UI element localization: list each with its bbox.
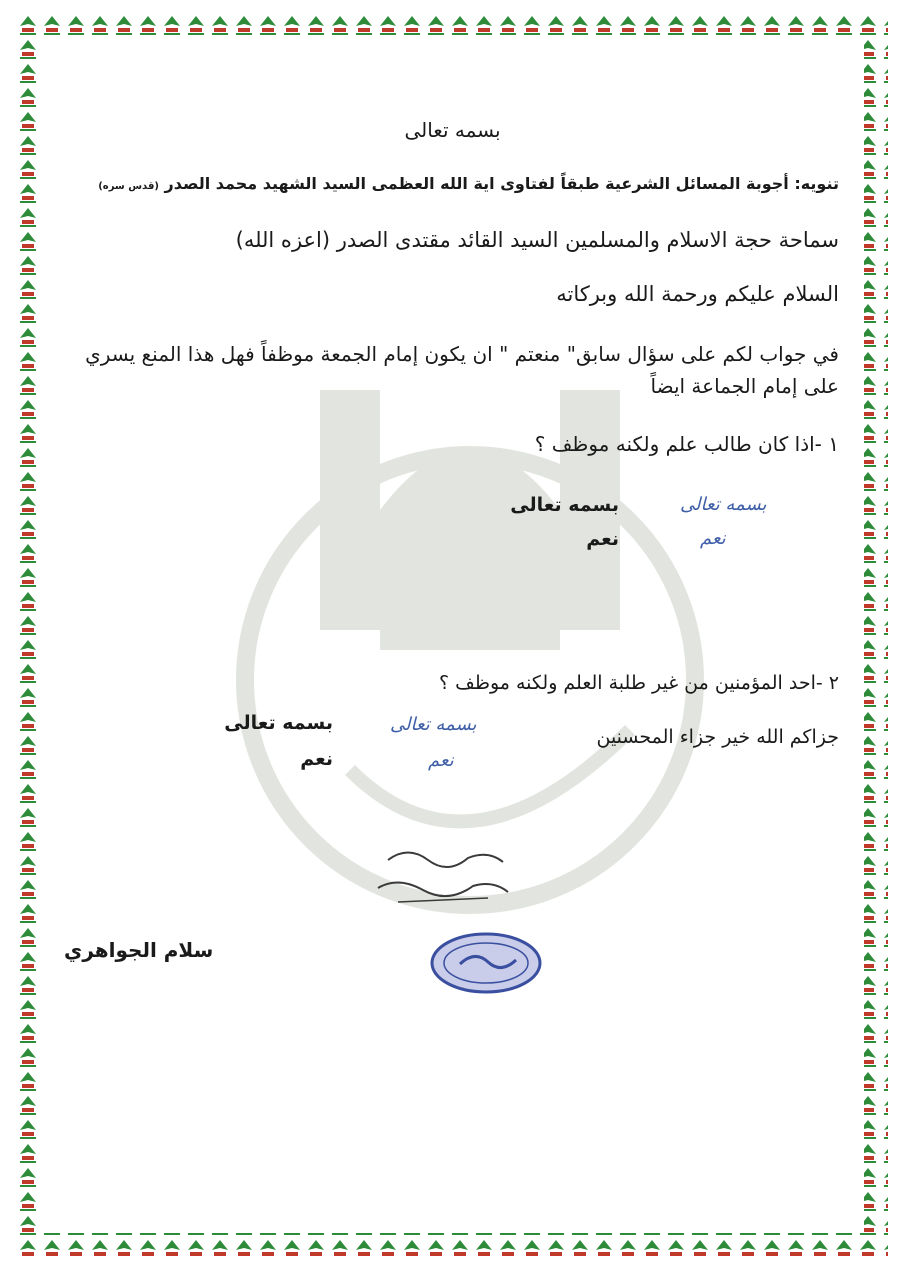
official-seal bbox=[430, 932, 542, 994]
notice-text: تنويه: أجوبة المسائل الشرعية طبقاً لفتاوى اية الله العظمى السيد الشهيد محمد الصدر bbox=[164, 174, 839, 193]
signer-name: سلام الجواهري bbox=[64, 938, 214, 962]
answer-2-handwritten-text: نعم bbox=[428, 750, 454, 771]
answer-1-text: نعم bbox=[586, 528, 619, 550]
greeting: السلام عليكم ورحمة الله وبركاته bbox=[556, 282, 839, 306]
answer-2-heading: بسمه تعالى bbox=[224, 712, 333, 734]
thanks-line: جزاكم الله خير جزاء المحسنين bbox=[596, 726, 839, 748]
question-2: ٢ -احد المؤمنين من غير طلبة العلم ولكنه موظف ؟ bbox=[439, 672, 839, 694]
answer-1-handwritten-text: نعم bbox=[700, 528, 726, 549]
answer-1-handwritten-heading: بسمه تعالى bbox=[680, 494, 767, 515]
answer-1-heading: بسمه تعالى bbox=[510, 494, 619, 516]
question-intro: في جواب لكم على سؤال سابق" منعتم " ان يكون إمام الجمعة موظفاً فهل هذا المنع يسري على إمام الجماعة ايضاً bbox=[85, 342, 839, 398]
notice-suffix: (قدس سره) bbox=[98, 181, 159, 192]
answer-2-handwritten-heading: بسمه تعالى bbox=[390, 714, 477, 735]
question-1: ١ -اذا كان طالب علم ولكنه موظف ؟ bbox=[534, 432, 839, 456]
handwritten-signature bbox=[368, 840, 518, 910]
document-basmala: بسمه تعالى bbox=[404, 118, 501, 142]
document-notice bbox=[98, 174, 839, 193]
answer-2-text: نعم bbox=[300, 748, 333, 770]
addressee: سماحة حجة الاسلام والمسلمين السيد القائد مقتدى الصدر (اعزه الله) bbox=[235, 228, 839, 252]
